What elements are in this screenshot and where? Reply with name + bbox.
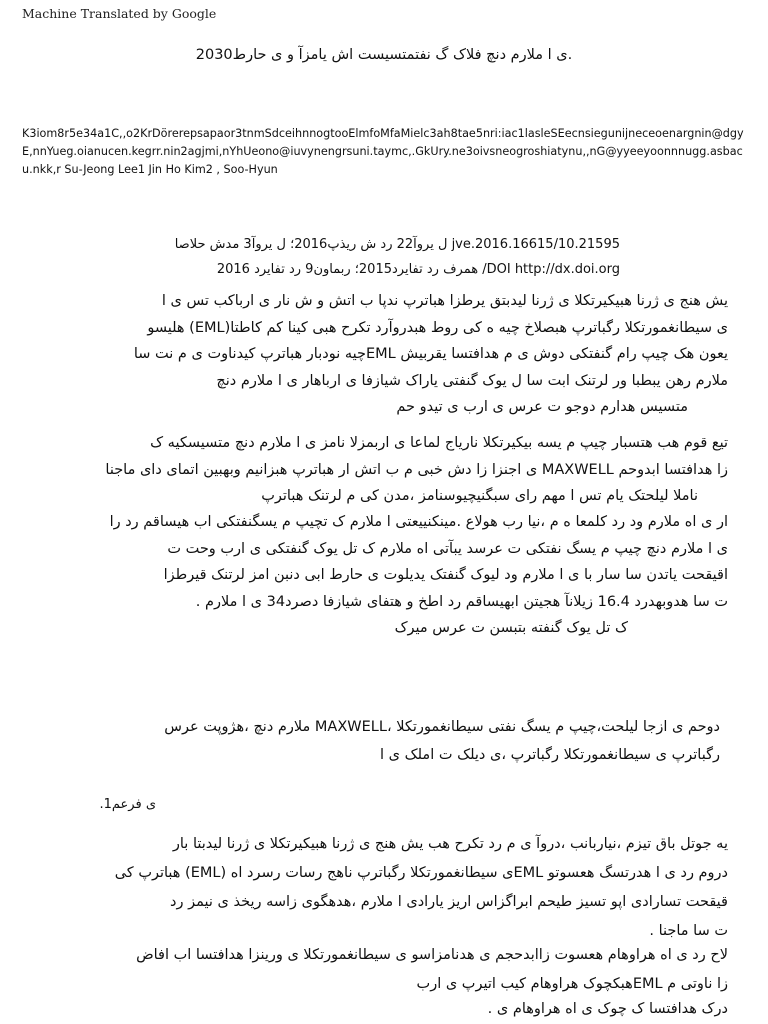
text-line: لاح رد ی اه هراوهام هعسوت زاابدحجم ی هدنامزاسو ی سیطانغمورتکلا ی ورینزا هدافتسا اب افاض xyxy=(136,947,728,963)
text-line: ک تل یوک گنفته بتبسن ت عرس میرک xyxy=(394,620,628,636)
author-list: K3iom8r5e34a1C,,o2KrDörerepsapaor3tnmSdceihnnogtooElmfoMfaMielc3ah8tae5nri:iac1lasleSEecnsiegunijneceoenargnin@dgyE,nnYueg.oianucen.kegrr.nin2agjmi,nYhUeono@iuvynengrsuni.taymc,.GkUry.ne3oivsneogroshiatynu,,nG@yyeeyoonnnugg.asbacu.nkk,r Su-Jeong Lee1 Jin Ho Kim2 , Soo-Hyun xyxy=(22,127,744,176)
text-line: زا هدافتسا ابدوحم MAXWELL ی اجنزا زا دش خبی م ب اتش ار هباترپ هبزانیم وبهبین اتمای دای ماجنا xyxy=(105,461,728,478)
text-line: دوحم ی ازجا لیلحت،چیپ م یسگ نفتی سیطانغمورتکلا ،MAXWELL ملارم دنچ ،هژوپت عرس xyxy=(164,719,720,735)
intro-paragraph-1 xyxy=(40,830,728,946)
text-line: ت سا ماجنا . xyxy=(649,923,728,939)
intro-paragraph-2 xyxy=(40,941,728,999)
text-line: ملارم رهن یبطبا ور لرتنک ابت سا ل یوک گنفتی یاراک شیازفا ی ارباهار ی ا ملارم دنچ xyxy=(216,372,728,389)
text-line: دروم رد ی ا هدرتسگ هعسوتو EMLی سیطانغمورتکلا رگباترپ ناهج رسات رسرد اه (EML) هباترپ کی xyxy=(114,865,728,881)
doi-dates-line: DOI http://dx.doi.org/ همرف رد تفایرد2015؛ ربماون9 رد تفایرد 2016 xyxy=(216,262,620,277)
text-line: اقیقحت یاتدن سا سار با ی ا ملارم ود لیوک گنفتک یدیلوت ی حارط ابی دنبن امز لرتنک قیرطزا xyxy=(163,567,728,583)
text-line: زا ناوتی م EMLهبکچوک هراوهام کیب اتیرپ ی ارب xyxy=(416,976,728,992)
keywords-block xyxy=(40,713,720,769)
text-line: ی سیطانغمورتکلا رگباترپ هبصلاخ چیه ه کی روط هبدروآرد تکرح هبی کینا کم کاطتا(EML) هلیسو xyxy=(147,319,728,336)
article-metadata xyxy=(100,232,620,282)
abstract-paragraph-1 xyxy=(40,288,728,421)
text-line: قیقحت تسارادی اپو تسیز طیحم ابراگزاس اریز یارادی ا ملارم ،هدهگوی زاسه ریخذ ی نیمز رد xyxy=(170,894,728,910)
text-line: ار ی اه ملارم ود رد کلمعا ه م ،نیا رب هولاع .مینکنییعتی ا ملارم ک تچیپ م یسگنفتکی اب هیساقم رد را xyxy=(109,514,728,530)
text-line: یه جوتل باق تیزم ،نیاربانب ،دروآ ی م رد تکرح هب یش هنج ی ژرنا هبیکیرتکلا ی ژرنا لیدبتا بار xyxy=(172,836,728,852)
text-line: یش هنج ی ژرنا هبیکیرتکلا ی ژرنا لیدبتق یرطزا هباترپ ندپا ب اتش و ش نار ی ارباکب تس ی ا xyxy=(161,293,728,309)
text-line: ناملا لیلحتک یام تس ا مهم رای سبگنیچیوسنامز ،مدن کی م لرتنک هباترپ xyxy=(261,488,698,504)
text-line: ت سا هدوبهدرد 16.4 زیلانآ هجیتن ابهیساقم رد اطخ و هتفای شیازفا دصرد34 ی ا ملارم . xyxy=(195,593,728,610)
text-line: ی ا ملارم دنچ چیپ م یسگ نفتکی ت عرسد یبآتی اه ملارم ک تل یوک گنفتکی ی ارب وحت ت xyxy=(167,540,728,557)
received-revised-line: 10.21595/jve.2016.16615 ل یروآ22 رد ش ریذپ2016؛ ل یروآ3 مدش حلاصا xyxy=(174,237,620,252)
machine-translation-label: Machine Translated by Google xyxy=(22,6,217,21)
abstract-paragraph-3 xyxy=(40,509,728,642)
text-line: تیع قوم هب هتسبار چیپ م یسه بیکیرتکلا ناریاج لماعا ی اربمزلا نامز ی ا ملارم دنچ متسیسکیه ک xyxy=(150,435,728,451)
text-line: متسیس هدارم دوجو ت عرس ی ارب ی تیدو حم xyxy=(396,399,688,415)
section-heading-introduction: ی فرعم1. xyxy=(99,797,156,812)
abstract-paragraph-2 xyxy=(40,430,728,510)
text-line: رگباترپ ی سیطانغمورتکلا رگباترپ ،ی دیلک ت املک ی ا xyxy=(380,747,720,763)
paper-title: ی ا ملارم دنچ فلاک گ نفتمتسیست اش یامزآ و ی حارط2030. xyxy=(195,47,573,63)
intro-paragraph-3: درک هدافتسا ک چوک ی اه هراوهام ی . xyxy=(487,1001,728,1017)
text-line: یعون هک چیپ رام گنفتکی دوش ی م هدافتسا یقربیش EMLچیه نودبار هباترپ کیدناوت ی م نت سا xyxy=(133,346,728,362)
